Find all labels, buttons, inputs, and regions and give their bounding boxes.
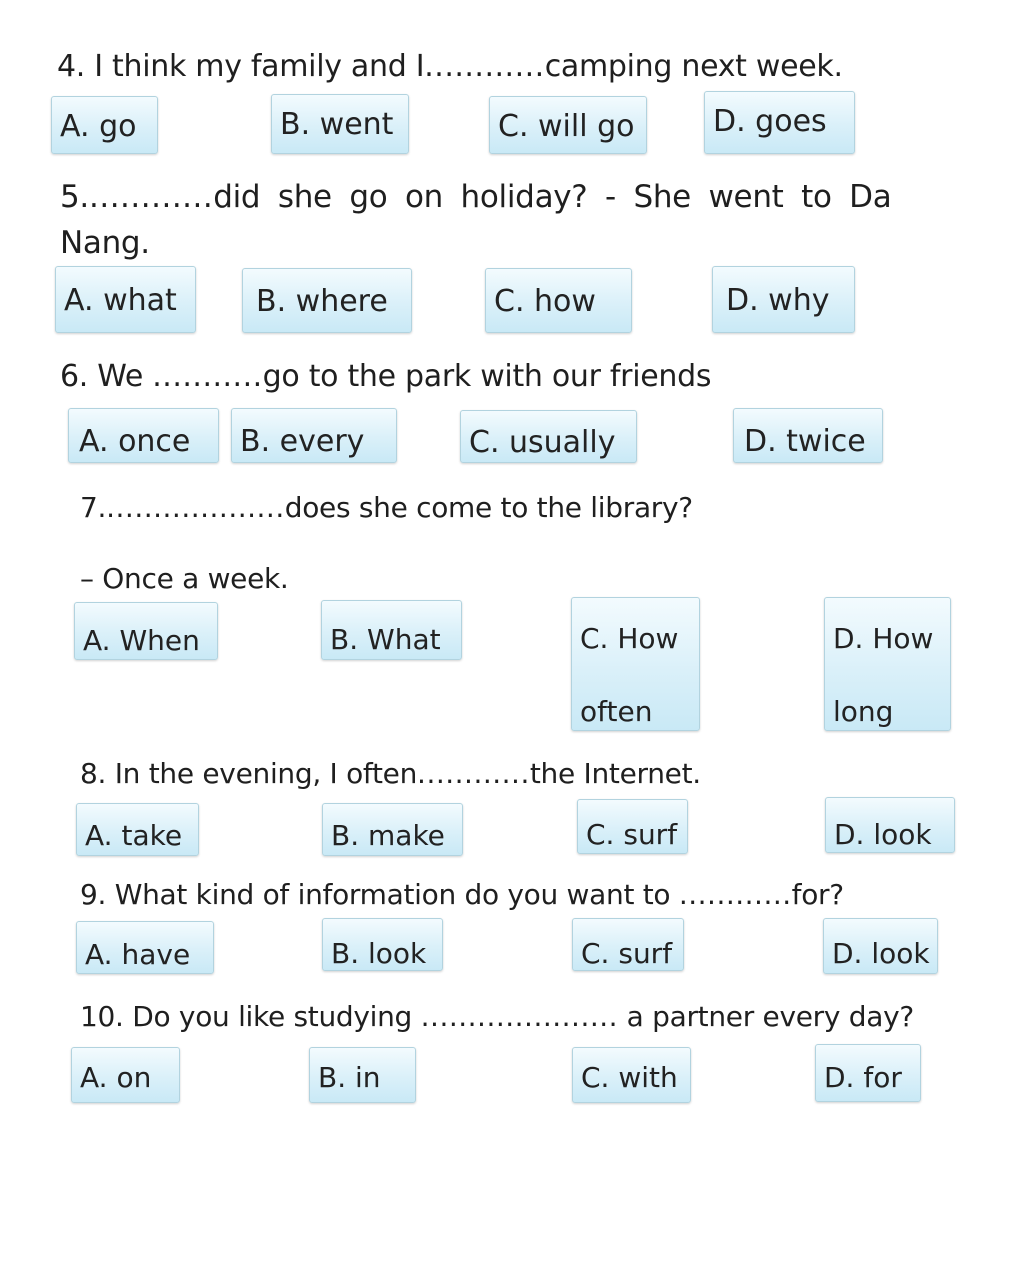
question-6-blank: ........... — [152, 359, 263, 394]
question-10-option-a[interactable]: A. on — [71, 1047, 180, 1103]
question-10-option-c[interactable]: C. with — [572, 1047, 691, 1103]
question-4-text-before: 4. I think my family and I — [57, 49, 425, 84]
question-8-option-b[interactable]: B. make — [322, 803, 463, 856]
question-10-option-d[interactable]: D. for — [815, 1044, 921, 1102]
question-10-text-before: 10. Do you like studying — [80, 1000, 421, 1033]
question-8-option-d[interactable]: D. look — [825, 797, 955, 853]
question-5-blank: ............ — [88, 179, 214, 215]
question-9-option-c[interactable]: C. surf — [572, 918, 684, 971]
question-6-option-c[interactable]: C. usually — [460, 410, 637, 463]
question-5-option-d[interactable]: D. why — [712, 266, 855, 333]
question-5-text-before: 5. — [60, 179, 89, 215]
question-8-text-after: the Internet. — [529, 757, 701, 790]
question-8-text-before: 8. In the evening, I often — [80, 757, 418, 790]
question-9-text-before: 9. What kind of information do you want to — [80, 878, 679, 911]
question-7-blank: ................... — [106, 491, 285, 524]
question-6-option-b[interactable]: B. every — [231, 408, 397, 463]
question-4-option-c[interactable]: C. will go — [489, 96, 647, 154]
question-10-blank: ..................... — [420, 1000, 619, 1033]
question-7-option-c[interactable]: C. How often — [571, 597, 700, 731]
question-7-text-before: 7. — [80, 491, 107, 524]
question-7-option-d[interactable]: D. How long — [824, 597, 951, 731]
question-9-blank: ............ — [678, 878, 792, 911]
question-7-text-after: does she come to the library? — [284, 491, 693, 524]
question-8-blank: ............ — [417, 757, 530, 790]
question-6-text-after: go to the park with our friends — [262, 359, 712, 394]
question-9-option-a[interactable]: A. have — [76, 921, 214, 974]
question-7-option-b[interactable]: B. What — [321, 600, 462, 660]
question-5-option-b[interactable]: B. where — [242, 268, 412, 333]
question-5-stem-line2: Nang. — [60, 225, 150, 261]
question-6-stem — [60, 354, 711, 400]
question-6-option-d[interactable]: D. twice — [733, 408, 883, 463]
question-5-text-after: did she go on holiday? - She went to Da — [213, 179, 892, 215]
question-10-stem — [80, 994, 914, 1040]
question-5-stem — [60, 174, 891, 220]
question-7-stem-line2: – Once a week. — [80, 562, 289, 595]
question-4-option-b[interactable]: B. went — [271, 94, 409, 154]
question-9-option-d[interactable]: D. look — [823, 918, 938, 974]
question-4-text-after: camping next week. — [544, 49, 843, 84]
question-8-stem — [80, 751, 701, 797]
question-8-option-c[interactable]: C. surf — [577, 799, 688, 854]
question-6-option-a[interactable]: A. once — [68, 408, 219, 463]
question-4-stem — [57, 44, 843, 90]
question-10-option-b[interactable]: B. in — [309, 1047, 416, 1103]
question-7-stem — [80, 485, 693, 531]
question-5-option-c[interactable]: C. how — [485, 268, 632, 333]
question-5-option-a[interactable]: A. what — [55, 266, 196, 333]
question-10-text-after: a partner every day? — [618, 1000, 914, 1033]
question-4-blank: ............ — [424, 49, 545, 84]
question-6-text-before: 6. We — [60, 359, 153, 394]
question-9-text-after: for? — [791, 878, 844, 911]
question-9-option-b[interactable]: B. look — [322, 918, 443, 971]
question-8-option-a[interactable]: A. take — [76, 803, 199, 856]
question-7-option-a[interactable]: A. When — [74, 602, 218, 660]
question-9-stem — [80, 872, 844, 918]
question-4-option-a[interactable]: A. go — [51, 96, 158, 154]
question-4-option-d[interactable]: D. goes — [704, 91, 855, 154]
